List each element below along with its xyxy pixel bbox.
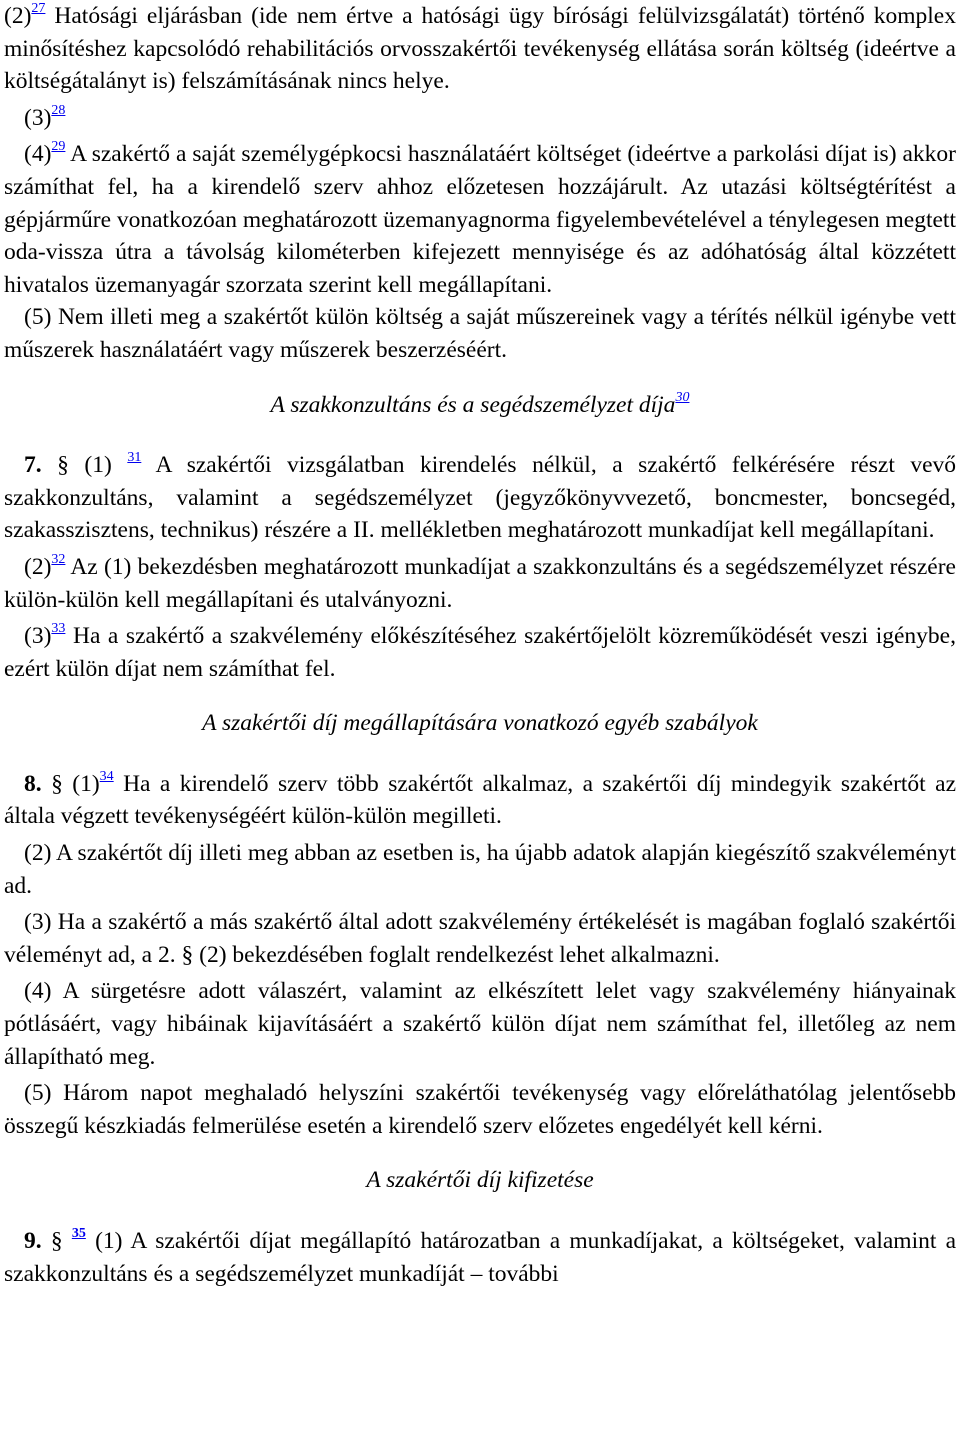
paragraph-number: (1)	[72, 770, 100, 797]
paragraph-4	[4, 138, 956, 301]
paragraph-number: (2)	[4, 3, 32, 29]
footnote-link-28[interactable]: 28	[51, 102, 66, 118]
footnote-link-34[interactable]: 34	[99, 768, 114, 784]
paragraph-text: Ha a kirendelő szerv több szakértőt alkalmaz, a szakértői díj mindegyik szakértőt az általa végzett tevékenységéért külön-külön megilleti.	[4, 770, 957, 830]
heading-text: A szakértői díj kifizetése	[366, 1167, 594, 1194]
section-sign: §	[57, 452, 69, 479]
section-7-paragraph-3	[4, 620, 956, 685]
paragraph-number: (4)	[24, 141, 52, 168]
footnote-link-30[interactable]: 30	[675, 389, 690, 405]
heading-text: A szakértői díj megállapítására vonatkozó egyéb szabályok	[202, 710, 758, 737]
paragraph-5	[4, 301, 956, 366]
paragraph-number: (5)	[24, 304, 52, 331]
paragraph-text: A szakértő a saját személygépkocsi használatáért költséget (ideértve a parkolási díjat is) akkor számíthat fel, ha a kirendelő szerv ahhoz előzetesen hozzájárult. Az utazási költségtérítést a gépjárműre vonatkozóan meghatározott üzemanyagnorma figyelembevételével a ténylegesen megtett oda-vissza útra a távolság kilométerben kifejezett mennyisége és az adóhatóság által közzétett hivatalos üzemanyagár szorzata szerint kell megállapítani.	[4, 141, 956, 298]
section-number: 8.	[24, 770, 42, 797]
section-8-paragraph-4	[4, 975, 956, 1073]
heading-text: A szakkonzultáns és a segédszemélyzet díja	[270, 391, 676, 418]
footnote-link-32[interactable]: 32	[51, 551, 66, 567]
paragraph-2	[4, 0, 956, 98]
paragraph-text: (3) Ha a szakértő a más szakértő által adott szakvélemény értékelését is magában foglaló szakértői véleményt ad, a 2. § (2) bekezdésében foglalt rendelkezést lehet alkalmazni.	[4, 909, 956, 968]
section-heading	[4, 707, 956, 740]
paragraph-text: (1) A szakértői díjat megállapító határozatban a munkadíjakat, a költségeket, valamint a szakkonzultáns és a segédszemélyzet munkadíját – további	[4, 1228, 957, 1287]
paragraph-number: (3)	[24, 104, 52, 131]
paragraph-text: Hatósági eljárásban (ide nem értve a hatósági ügy bírósági felülvizsgálatát) történő komplex minősítéshez kapcsolódó rehabilitációs orvosszakértői tevékenység ellátása során költség (ideértve a költségátalányt is) felszámításának nincs helye.	[4, 3, 956, 95]
section-8-paragraph-5	[4, 1077, 956, 1142]
footnote-link-33[interactable]: 33	[51, 621, 66, 637]
paragraph-text: Az (1) bekezdésben meghatározott munkadíjat a szakkonzultáns és a segédszemélyzet részére külön-külön kell megállapítani és utalványozni.	[4, 553, 956, 613]
paragraph-text: A szakértői vizsgálatban kirendelés nélkül, a szakértő felkérésére részt vevő szakkonzultáns, valamint a segédszemélyzet (jegyzőkönyvvezető, boncmester, boncsegéd, szakasszisztens, technikus) részére a II. mellékletben meghatározott munkadíjat kell megállapítani.	[4, 452, 957, 544]
paragraph-text: (2) A szakértőt díj illeti meg abban az esetben is, ha újabb adatok alapján kiegészítő szakvéleményt ad.	[4, 840, 956, 899]
footnote-link-35[interactable]: 35	[71, 1226, 86, 1241]
paragraph-text: (5) Három napot meghaladó helyszíni szakértői tevékenység vagy előreláthatólag jelentősebb összegű készkiadás felmerülése esetén a kirendelő szerv előzetes engedélyét kell kérni.	[4, 1080, 956, 1139]
section-number: 9.	[24, 1228, 42, 1254]
section-8-paragraph-1	[4, 768, 956, 833]
section-8-paragraph-3	[4, 906, 956, 971]
section-sign: §	[51, 770, 63, 797]
paragraph-text: Ha a szakértő a szakvélemény előkészítéséhez szakértőjelölt közreműködését veszi igénybe, ezért külön díjat nem számíthat fel.	[4, 623, 956, 682]
paragraph-number: (1)	[84, 452, 112, 479]
footnote-link-31[interactable]: 31	[127, 450, 142, 466]
section-7-paragraph-2	[4, 551, 956, 616]
section-heading	[4, 1164, 956, 1197]
paragraph-number: (3)	[24, 623, 52, 650]
section-9-paragraph-1	[4, 1225, 956, 1290]
section-heading	[4, 389, 956, 422]
footnote-link-29[interactable]: 29	[51, 139, 66, 155]
footnote-link-27[interactable]: 27	[31, 1, 46, 16]
paragraph-number: (2)	[24, 553, 52, 580]
section-number: 7.	[24, 452, 42, 479]
section-8-paragraph-2	[4, 837, 956, 902]
section-7-paragraph-1	[4, 449, 956, 547]
paragraph-text: (4) A sürgetésre adott válaszért, valamint az elkészített lelet vagy szakvélemény hiányainak pótlásáért, vagy hibáinak kijavításáért a szakértő külön díjat nem számíthat fel, illetőleg az nem állapítható meg.	[4, 978, 956, 1070]
section-sign: §	[50, 1228, 63, 1254]
paragraph-text: Nem illeti meg a szakértőt külön költség a saját műszereinek vagy a térítés nélkül igénybe vett műszerek használatáért vagy műszerek beszerzéséért.	[4, 304, 956, 363]
paragraph-3	[4, 102, 956, 135]
